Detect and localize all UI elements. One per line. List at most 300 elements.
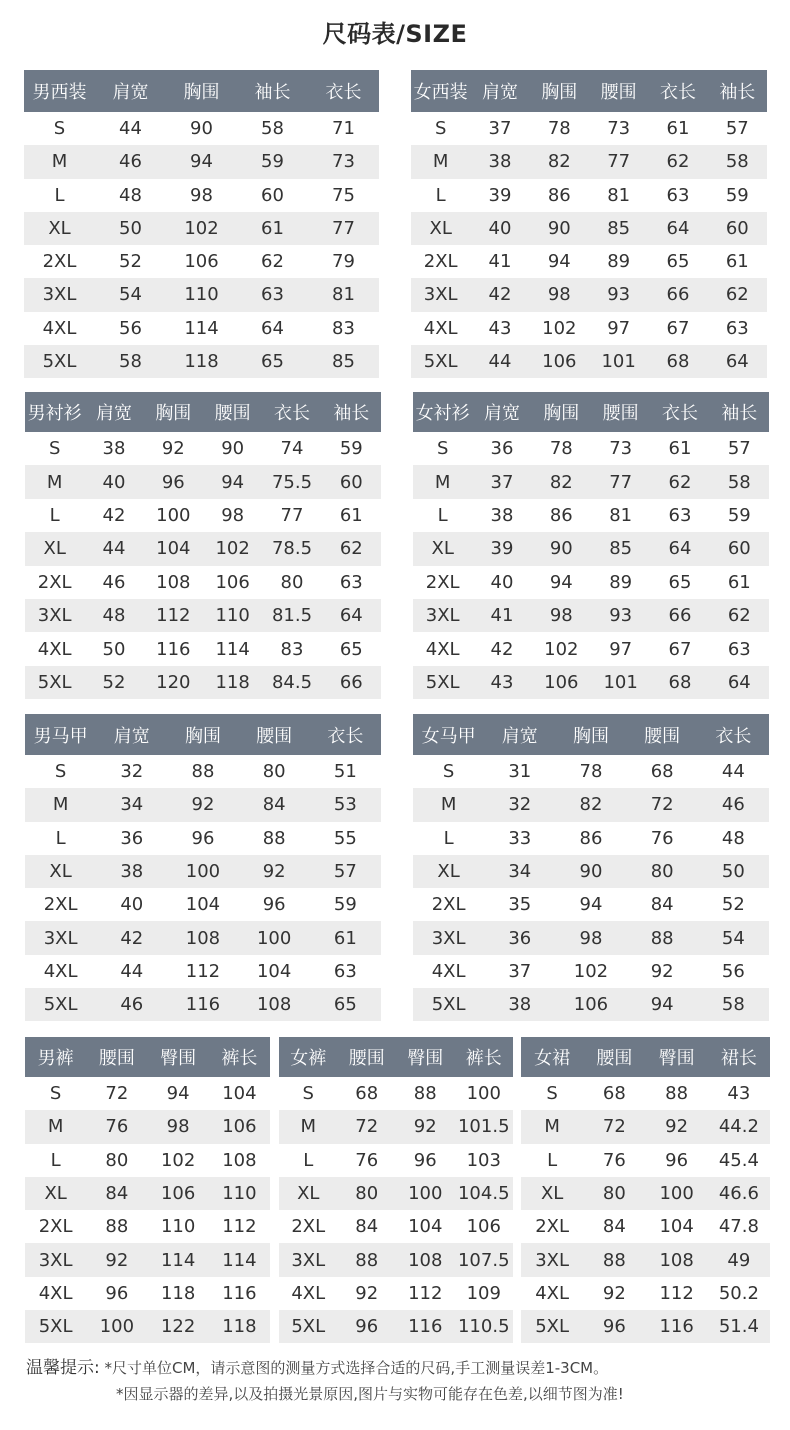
table-title-cell: 男裤 xyxy=(25,1037,86,1077)
size-label-cell: XL xyxy=(411,212,470,245)
size-label-cell: 4XL xyxy=(42,317,77,339)
measurement-cell: 47.8 xyxy=(718,1216,759,1238)
measurement-cell: 96 xyxy=(144,465,203,498)
measurement-cell: 62 xyxy=(322,532,381,565)
table-row xyxy=(413,432,769,465)
measurement-cell: 86 xyxy=(579,827,603,849)
measurement-cell: 114 xyxy=(209,1243,270,1276)
measurement-cell: 45.4 xyxy=(718,1149,759,1171)
measurement-cell: 101.5 xyxy=(455,1110,514,1143)
measurement-cell: 100 xyxy=(239,921,310,954)
measurement-cell: 62 xyxy=(650,465,709,498)
table-row xyxy=(25,1243,270,1276)
measurement-cell: 100 xyxy=(156,504,191,526)
table-row xyxy=(24,345,379,378)
table-row xyxy=(25,921,381,954)
measurement-cell: 82 xyxy=(532,465,591,498)
measurement-cell: 94 xyxy=(166,1083,190,1105)
measurement-cell: 116 xyxy=(396,1310,455,1343)
table-row xyxy=(25,788,381,821)
measurement-cell: 38 xyxy=(490,504,514,526)
column-header: 袖长 xyxy=(322,392,381,432)
measurement-cell: 88 xyxy=(105,1216,129,1238)
size-label-cell: S xyxy=(48,438,61,460)
size-label-cell: S xyxy=(302,1083,314,1105)
measurement-cell: 106 xyxy=(148,1177,209,1210)
table-row xyxy=(25,1310,270,1343)
measurement-cell: 97 xyxy=(607,317,631,339)
size-label-cell: M xyxy=(25,465,84,498)
measurement-cell: 63 xyxy=(727,638,751,660)
column-header: 肩宽 xyxy=(470,70,529,112)
measurement-cell: 51.4 xyxy=(708,1310,770,1343)
measurement-cell: 68 xyxy=(648,345,707,378)
size-label-cell: L xyxy=(547,1149,558,1171)
measurement-cell: 84 xyxy=(239,788,310,821)
measurement-cell: 66 xyxy=(648,278,707,311)
size-label-cell: 2XL xyxy=(431,894,466,916)
measurement-cell: 88 xyxy=(191,761,215,783)
table-row xyxy=(24,179,379,212)
size-label-cell: 3XL xyxy=(411,278,470,311)
table-header-row xyxy=(25,392,381,432)
size-label-cell: M xyxy=(411,145,470,178)
measurement-cell: 71 xyxy=(332,118,355,140)
mens-shirt-table xyxy=(25,392,381,699)
measurement-cell: 81 xyxy=(609,504,633,526)
measurement-cell: 46 xyxy=(698,788,769,821)
measurement-cell: 102 xyxy=(573,960,609,982)
measurement-cell: 80 xyxy=(627,855,698,888)
size-label-cell: 5XL xyxy=(25,1310,86,1343)
measurement-cell: 92 xyxy=(355,1282,379,1304)
size-label-cell: 2XL xyxy=(38,1216,73,1238)
size-label-cell: 2XL xyxy=(423,251,458,273)
measurement-cell: 104 xyxy=(659,1216,694,1238)
table-row xyxy=(25,432,381,465)
notes-label: 温馨提示: xyxy=(26,1358,100,1378)
measurement-cell: 38 xyxy=(102,438,126,460)
table-row xyxy=(411,145,767,178)
table-row xyxy=(413,599,769,632)
measurement-cell: 102 xyxy=(166,212,237,245)
measurement-cell: 92 xyxy=(86,1243,147,1276)
measurement-cell: 88 xyxy=(627,921,698,954)
measurement-cell: 44 xyxy=(119,118,142,140)
size-label-cell: L xyxy=(435,184,446,206)
size-label-cell: XL xyxy=(413,855,484,888)
measurement-cell: 81 xyxy=(308,278,379,311)
measurement-cell: 96 xyxy=(105,1282,129,1304)
measurement-cell: 106 xyxy=(209,1110,270,1143)
table-header-row xyxy=(25,714,381,755)
size-label-cell: XL xyxy=(413,532,472,565)
measurement-cell: 59 xyxy=(727,504,751,526)
measurement-cell: 67 xyxy=(666,317,690,339)
measurement-cell: 118 xyxy=(209,1310,270,1343)
measurement-cell: 52 xyxy=(119,251,142,273)
table-row xyxy=(24,278,379,311)
measurement-cell: 64 xyxy=(261,317,284,339)
measurement-cell: 40 xyxy=(470,212,529,245)
mens-pants-table xyxy=(25,1037,270,1343)
measurement-cell: 84 xyxy=(650,894,674,916)
measurement-cell: 98 xyxy=(530,278,589,311)
size-label-cell: 2XL xyxy=(37,571,72,593)
size-label-cell: 4XL xyxy=(535,1282,570,1304)
size-label-cell: 5XL xyxy=(25,666,84,699)
measurement-cell: 40 xyxy=(120,894,144,916)
measurement-cell: 92 xyxy=(602,1282,626,1304)
table-row xyxy=(413,955,769,988)
table-row xyxy=(25,1077,270,1110)
measurement-cell: 79 xyxy=(332,251,355,273)
measurement-cell: 67 xyxy=(668,638,692,660)
measurement-cell: 72 xyxy=(627,788,698,821)
table-row xyxy=(25,988,381,1021)
measurement-cell: 88 xyxy=(665,1083,689,1105)
measurement-cell: 102 xyxy=(542,317,577,339)
measurement-cell: 85 xyxy=(589,212,648,245)
measurement-cell: 77 xyxy=(308,212,379,245)
measurement-cell: 46 xyxy=(102,571,126,593)
measurement-cell: 78 xyxy=(579,761,603,783)
measurement-cell: 89 xyxy=(609,571,633,593)
column-header: 衣长 xyxy=(698,714,769,755)
measurement-cell: 50 xyxy=(698,855,769,888)
measurement-cell: 68 xyxy=(355,1083,379,1105)
measurement-cell: 65 xyxy=(666,251,690,273)
table-row xyxy=(413,855,769,888)
measurement-cell: 42 xyxy=(470,278,529,311)
measurement-cell: 78 xyxy=(549,438,573,460)
size-label-cell: 4XL xyxy=(43,960,78,982)
measurement-cell: 59 xyxy=(333,894,357,916)
measurement-cell: 88 xyxy=(413,1083,437,1105)
measurement-cell: 66 xyxy=(322,666,381,699)
table-row xyxy=(413,988,769,1021)
measurement-cell: 36 xyxy=(490,438,514,460)
size-label-cell: 3XL xyxy=(413,921,484,954)
column-header: 腰围 xyxy=(239,714,310,755)
measurement-cell: 108 xyxy=(239,988,310,1021)
measurement-cell: 102 xyxy=(544,638,579,660)
measurement-cell: 118 xyxy=(166,345,237,378)
measurement-cell: 58 xyxy=(708,145,767,178)
table-row xyxy=(413,532,769,565)
measurement-cell: 62 xyxy=(708,278,767,311)
measurement-cell: 33 xyxy=(508,827,532,849)
measurement-cell: 52 xyxy=(721,894,745,916)
table-header-row xyxy=(521,1037,770,1077)
size-label-cell: 3XL xyxy=(413,599,472,632)
measurement-cell: 104 xyxy=(144,532,203,565)
measurement-cell: 56 xyxy=(119,317,142,339)
measurement-cell: 100 xyxy=(167,855,238,888)
size-label-cell: XL xyxy=(521,1177,583,1210)
measurement-cell: 44.2 xyxy=(708,1110,770,1143)
measurement-cell: 59 xyxy=(725,184,749,206)
measurement-cell: 116 xyxy=(156,638,191,660)
measurement-cell: 86 xyxy=(547,184,571,206)
measurement-cell: 38 xyxy=(96,855,167,888)
table-row xyxy=(521,1177,770,1210)
column-header: 胸围 xyxy=(167,714,238,755)
measurement-cell: 76 xyxy=(355,1149,379,1171)
measurement-cell: 80 xyxy=(583,1177,645,1210)
measurement-cell: 102 xyxy=(203,532,262,565)
measurement-cell: 63 xyxy=(666,184,690,206)
measurement-cell: 116 xyxy=(222,1282,257,1304)
size-label-cell: 3XL xyxy=(25,921,96,954)
measurement-cell: 59 xyxy=(339,438,363,460)
column-header: 胸围 xyxy=(166,70,237,112)
measurement-cell: 63 xyxy=(339,571,363,593)
table-row xyxy=(25,566,381,599)
size-label-cell: 5XL xyxy=(279,1310,338,1343)
measurement-cell: 122 xyxy=(148,1310,209,1343)
table-row xyxy=(521,1077,770,1110)
table-row xyxy=(413,822,769,855)
measurement-cell: 59 xyxy=(237,145,308,178)
measurement-cell: 100 xyxy=(396,1177,455,1210)
measurement-cell: 97 xyxy=(609,638,633,660)
measurement-cell: 46 xyxy=(96,988,167,1021)
table-row xyxy=(279,1077,513,1110)
notes-section xyxy=(26,1355,776,1407)
column-header: 裤长 xyxy=(209,1037,270,1077)
measurement-cell: 94 xyxy=(627,988,698,1021)
measurement-cell: 112 xyxy=(408,1282,443,1304)
table-title-cell: 女西装 xyxy=(411,70,470,112)
measurement-cell: 53 xyxy=(310,788,381,821)
measurement-cell: 106 xyxy=(555,988,626,1021)
column-header: 腰围 xyxy=(86,1037,147,1077)
measurement-cell: 61 xyxy=(237,212,308,245)
measurement-cell: 44 xyxy=(120,960,144,982)
measurement-cell: 40 xyxy=(490,571,514,593)
measurement-cell: 110.5 xyxy=(455,1310,514,1343)
table-row xyxy=(279,1243,513,1276)
measurement-cell: 114 xyxy=(148,1243,209,1276)
measurement-cell: 72 xyxy=(105,1083,129,1105)
measurement-cell: 104.5 xyxy=(455,1177,514,1210)
column-header: 裤长 xyxy=(455,1037,514,1077)
measurement-cell: 36 xyxy=(120,827,144,849)
measurement-cell: 84 xyxy=(86,1177,147,1210)
measurement-cell: 35 xyxy=(508,894,532,916)
measurement-cell: 63 xyxy=(668,504,692,526)
column-header: 腰围 xyxy=(203,392,262,432)
measurement-cell: 77 xyxy=(589,145,648,178)
measurement-cell: 116 xyxy=(646,1310,708,1343)
size-label-cell: XL xyxy=(25,532,84,565)
measurement-cell: 92 xyxy=(161,438,185,460)
measurement-cell: 60 xyxy=(261,184,284,206)
measurement-cell: 40 xyxy=(84,465,143,498)
measurement-cell: 78 xyxy=(547,118,571,140)
measurement-cell: 43 xyxy=(488,317,512,339)
size-label-cell: 4XL xyxy=(38,1282,73,1304)
table-row xyxy=(413,888,769,921)
measurement-cell: 41 xyxy=(472,599,531,632)
measurement-cell: 92 xyxy=(167,788,238,821)
measurement-cell: 46.6 xyxy=(708,1177,770,1210)
measurement-cell: 98 xyxy=(555,921,626,954)
measurement-cell: 50 xyxy=(102,638,126,660)
mens-suit-table xyxy=(24,70,379,378)
size-label-cell: 5XL xyxy=(411,345,470,378)
table-row xyxy=(25,1144,270,1177)
measurement-cell: 68 xyxy=(650,666,709,699)
measurement-cell: 62 xyxy=(261,251,284,273)
measurement-cell: 103 xyxy=(466,1149,501,1171)
size-label-cell: L xyxy=(49,504,60,526)
measurement-cell: 112 xyxy=(659,1282,694,1304)
measurement-cell: 56 xyxy=(721,960,745,982)
measurement-cell: 90 xyxy=(555,855,626,888)
table-row xyxy=(25,855,381,888)
measurement-cell: 81 xyxy=(607,184,631,206)
measurement-cell: 36 xyxy=(484,921,555,954)
measurement-cell: 89 xyxy=(607,251,631,273)
column-header: 腰围 xyxy=(589,70,648,112)
measurement-cell: 77 xyxy=(591,465,650,498)
measurement-cell: 90 xyxy=(221,438,245,460)
measurement-cell: 63 xyxy=(237,278,308,311)
table-row xyxy=(521,1310,770,1343)
table-row xyxy=(413,566,769,599)
table-row xyxy=(411,278,767,311)
size-label-cell: XL xyxy=(25,1177,86,1210)
measurement-cell: 78.5 xyxy=(262,532,321,565)
table-row xyxy=(413,788,769,821)
size-label-cell: XL xyxy=(24,212,95,245)
size-label-cell: M xyxy=(413,788,484,821)
size-label-cell: L xyxy=(443,827,454,849)
measurement-cell: 104 xyxy=(185,894,221,916)
measurement-cell: 110 xyxy=(209,1177,270,1210)
measurement-cell: 43 xyxy=(472,666,531,699)
measurement-cell: 42 xyxy=(96,921,167,954)
measurement-cell: 68 xyxy=(650,761,674,783)
measurement-cell: 80 xyxy=(280,571,304,593)
measurement-cell: 58 xyxy=(698,988,769,1021)
size-label-cell: M xyxy=(279,1110,338,1143)
measurement-cell: 108 xyxy=(396,1243,455,1276)
table-row xyxy=(25,499,381,532)
size-label-cell: L xyxy=(50,1149,61,1171)
measurement-cell: 90 xyxy=(190,118,213,140)
womens-vest-table xyxy=(413,714,769,1021)
column-header: 臀围 xyxy=(396,1037,455,1077)
measurement-cell: 112 xyxy=(144,599,203,632)
measurement-cell: 110 xyxy=(203,599,262,632)
table-title-cell: 男马甲 xyxy=(25,714,96,755)
measurement-cell: 61 xyxy=(666,118,690,140)
column-header: 裙长 xyxy=(708,1037,770,1077)
column-header: 衣长 xyxy=(262,392,321,432)
column-header: 衣长 xyxy=(650,392,709,432)
measurement-cell: 120 xyxy=(144,666,203,699)
size-label-cell: S xyxy=(53,118,66,140)
page-title: 尺码表/SIZE xyxy=(322,20,468,48)
measurement-cell: 44 xyxy=(84,532,143,565)
measurement-cell: 92 xyxy=(239,855,310,888)
measurement-cell: 74 xyxy=(280,438,304,460)
size-label-cell: S xyxy=(546,1083,558,1105)
table-row xyxy=(25,755,381,788)
measurement-cell: 98 xyxy=(532,599,591,632)
table-row xyxy=(279,1277,513,1310)
table-title-cell: 女裤 xyxy=(279,1037,338,1077)
table-row xyxy=(521,1144,770,1177)
measurement-cell: 39 xyxy=(488,184,512,206)
table-row xyxy=(521,1110,770,1143)
size-label-cell: 5XL xyxy=(413,666,472,699)
measurement-cell: 85 xyxy=(308,345,379,378)
size-label-cell: S xyxy=(436,438,449,460)
table-row xyxy=(25,599,381,632)
measurement-cell: 64 xyxy=(648,212,707,245)
measurement-cell: 94 xyxy=(549,571,573,593)
table-row xyxy=(25,465,381,498)
measurement-cell: 109 xyxy=(466,1282,501,1304)
measurement-cell: 98 xyxy=(148,1110,209,1143)
measurement-cell: 82 xyxy=(530,145,589,178)
size-label-cell: M xyxy=(24,145,95,178)
womens-shirt-table xyxy=(413,392,769,699)
column-header: 胸围 xyxy=(530,70,589,112)
measurement-cell: 92 xyxy=(396,1110,455,1143)
table-row xyxy=(25,955,381,988)
measurement-cell: 101 xyxy=(591,666,650,699)
measurement-cell: 94 xyxy=(166,145,237,178)
table-row xyxy=(279,1110,513,1143)
measurement-cell: 55 xyxy=(333,827,357,849)
column-header: 衣长 xyxy=(308,70,379,112)
table-row xyxy=(25,1277,270,1310)
table-row xyxy=(25,1110,270,1143)
table-header-row xyxy=(413,714,769,755)
table-header-row xyxy=(413,392,769,432)
measurement-cell: 84.5 xyxy=(262,666,321,699)
table-row xyxy=(411,112,767,145)
measurement-cell: 37 xyxy=(472,465,531,498)
measurement-cell: 116 xyxy=(167,988,238,1021)
measurement-cell: 76 xyxy=(650,827,674,849)
size-label-cell: M xyxy=(521,1110,583,1143)
size-label-cell: 2XL xyxy=(43,894,78,916)
size-label-cell: M xyxy=(413,465,472,498)
measurement-cell: 48 xyxy=(721,827,745,849)
measurement-cell: 61 xyxy=(668,438,692,460)
measurement-cell: 88 xyxy=(583,1243,645,1276)
column-header: 腰围 xyxy=(583,1037,645,1077)
table-header-row xyxy=(279,1037,513,1077)
measurement-cell: 94 xyxy=(547,251,571,273)
size-label-cell: L xyxy=(303,1149,314,1171)
measurement-cell: 84 xyxy=(355,1216,379,1238)
table-row xyxy=(413,499,769,532)
size-label-cell: 5XL xyxy=(521,1310,583,1343)
measurement-cell: 50 xyxy=(95,212,166,245)
column-header: 袖长 xyxy=(237,70,308,112)
measurement-cell: 73 xyxy=(607,118,631,140)
size-label-cell: 3XL xyxy=(24,278,95,311)
measurement-cell: 65 xyxy=(668,571,692,593)
table-row xyxy=(25,888,381,921)
